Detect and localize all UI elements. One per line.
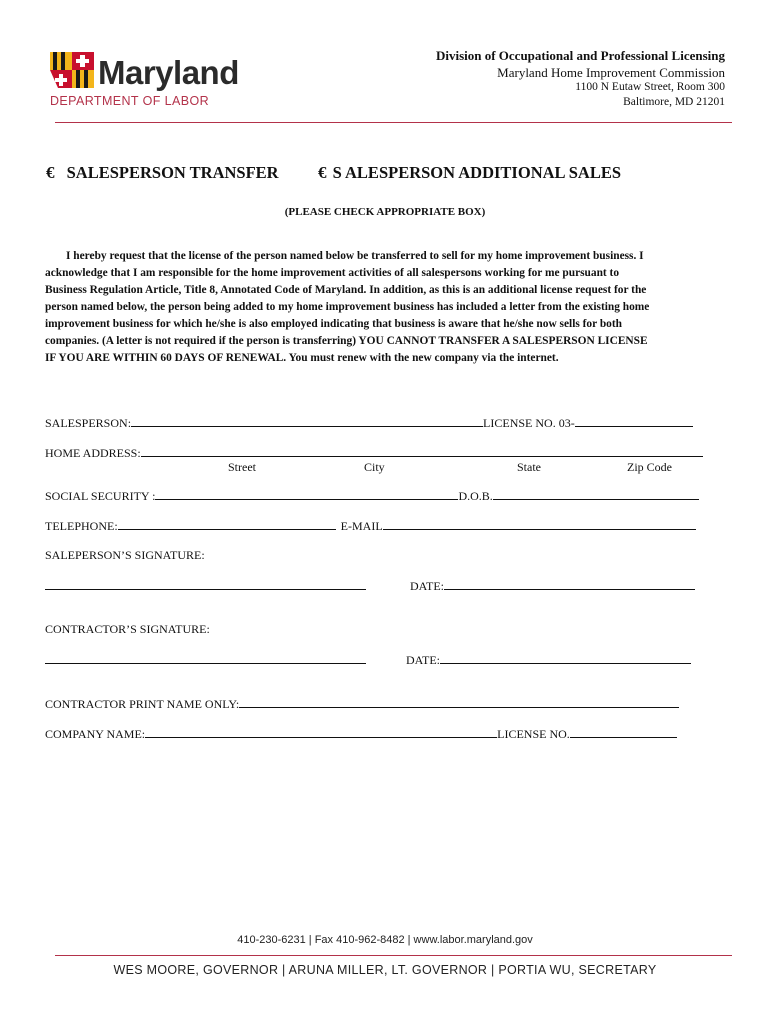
license-03-label: LICENSE NO. 03- bbox=[483, 416, 575, 430]
ssn-row bbox=[45, 489, 699, 502]
instruction-subtitle: (PLEASE CHECK APPROPRIATE BOX) bbox=[284, 206, 486, 218]
salesperson-signature-field[interactable] bbox=[45, 579, 366, 590]
telephone-field[interactable] bbox=[118, 519, 336, 530]
paragraph-line: I hereby request that the license of the person named below be transferred to sell for my home improvement business. I bbox=[66, 250, 644, 262]
license-03-field[interactable] bbox=[575, 416, 693, 427]
dob-label: D.O.B. bbox=[458, 489, 493, 503]
zip-caption: Zip Code bbox=[627, 460, 672, 474]
street-caption: Street bbox=[228, 460, 256, 474]
company-row bbox=[45, 727, 677, 740]
option-transfer-label: SALESPERSON TRANSFER bbox=[66, 163, 279, 182]
home-address-label: HOME ADDRESS: bbox=[45, 446, 141, 460]
option-transfer[interactable] bbox=[46, 164, 279, 182]
commission-name: Maryland Home Improvement Commission bbox=[497, 65, 725, 80]
contractor-print-row bbox=[45, 697, 679, 710]
telephone-label: TELEPHONE: bbox=[45, 519, 118, 533]
paragraph-line: acknowledge that I am responsible for the home improvement activities of all salespersons working for me pursuant to bbox=[45, 267, 620, 279]
salesperson-signature-row bbox=[45, 579, 695, 592]
option-additional-sales-label: S ALESPERSON ADDITIONAL SALES bbox=[332, 163, 622, 182]
dob-field[interactable] bbox=[493, 489, 699, 500]
option-additional-sales[interactable] bbox=[318, 164, 621, 182]
paragraph-line: person named below, the person being added to my home improvement business has included a letter from the existing home bbox=[45, 301, 650, 313]
state-caption: State bbox=[517, 460, 541, 474]
logo-wordmark: Maryland bbox=[98, 54, 239, 91]
company-name-label: COMPANY NAME: bbox=[45, 727, 146, 741]
home-address-field[interactable] bbox=[141, 446, 703, 457]
header-divider bbox=[55, 122, 732, 123]
contractor-signature-row bbox=[45, 653, 691, 666]
company-name-field[interactable] bbox=[145, 727, 497, 738]
salesperson-signature-label: SALEPERSON’S SIGNATURE: bbox=[45, 548, 205, 562]
checkbox-icon[interactable]: € bbox=[318, 163, 327, 182]
paragraph-line: companies. (A letter is not required if the person is transferring) YOU CANNOT TRANSFER A SALESPERSON LICENSE bbox=[45, 335, 648, 347]
contractor-print-label: CONTRACTOR PRINT NAME ONLY: bbox=[45, 697, 240, 711]
contractor-date-label: DATE: bbox=[406, 653, 440, 667]
salesperson-field[interactable] bbox=[131, 416, 483, 427]
telephone-row bbox=[45, 519, 696, 532]
company-license-field[interactable] bbox=[570, 727, 677, 738]
company-license-label: LICENSE NO. bbox=[497, 727, 570, 741]
salesperson-label: SALESPERSON: bbox=[45, 416, 132, 430]
contractor-print-field[interactable] bbox=[239, 697, 679, 708]
checkbox-icon[interactable]: € bbox=[46, 163, 55, 182]
salesperson-date-label: DATE: bbox=[410, 579, 444, 593]
request-paragraph bbox=[45, 248, 725, 367]
address-city: Baltimore, MD 21201 bbox=[623, 96, 725, 108]
paragraph-line: Business Regulation Article, Title 8, Annotated Code of Maryland. In addition, as this is an additional license request for the bbox=[45, 284, 647, 296]
footer-officials: WES MOORE, GOVERNOR | ARUNA MILLER, LT. GOVERNOR | PORTIA WU, SECRETARY bbox=[113, 963, 657, 977]
contractor-date-field[interactable] bbox=[440, 653, 691, 664]
city-caption: City bbox=[364, 460, 385, 474]
address-street: 1100 N Eutaw Street, Room 300 bbox=[575, 81, 725, 93]
ssn-field[interactable] bbox=[155, 489, 458, 500]
email-field[interactable] bbox=[383, 519, 696, 530]
email-label: E-MAIL bbox=[340, 519, 383, 533]
paragraph-line: improvement business for which he/she is also employed indicating that business is aware that he/she now sells for both bbox=[45, 318, 622, 330]
maryland-flag-logo bbox=[50, 52, 94, 88]
paragraph-line: IF YOU ARE WITHIN 60 DAYS OF RENEWAL. You must renew with the new company via the internet. bbox=[45, 352, 559, 364]
salesperson-date-field[interactable] bbox=[444, 579, 695, 590]
footer-divider bbox=[55, 955, 732, 956]
division-name: Division of Occupational and Professional Licensing bbox=[435, 48, 725, 63]
footer-contact: 410-230-6231 | Fax 410-962-8482 | www.labor.maryland.gov bbox=[237, 934, 533, 946]
contractor-signature-field[interactable] bbox=[45, 653, 366, 664]
ssn-label: SOCIAL SECURITY : bbox=[45, 489, 156, 503]
contractor-signature-label: CONTRACTOR’S SIGNATURE: bbox=[45, 622, 210, 636]
logo-department: DEPARTMENT OF LABOR bbox=[50, 94, 210, 108]
salesperson-row bbox=[45, 416, 693, 429]
home-address-row bbox=[45, 446, 703, 459]
